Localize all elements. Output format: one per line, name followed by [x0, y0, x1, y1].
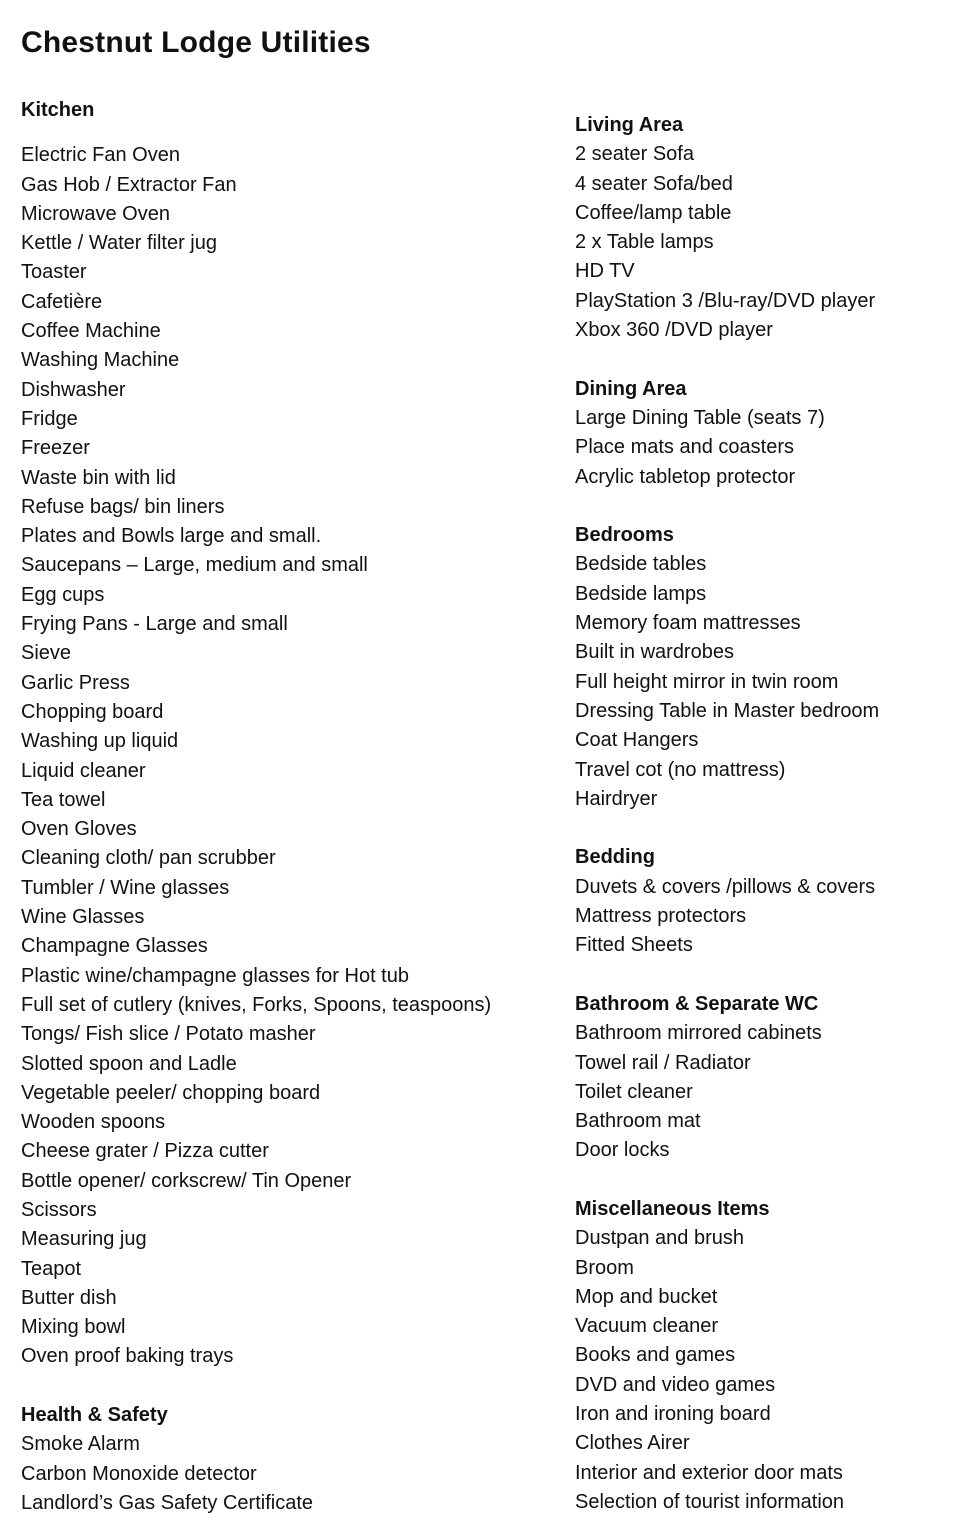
list-item: Tumbler / Wine glasses	[21, 876, 230, 899]
list-item: Mattress protectors	[575, 905, 747, 928]
section-heading-health-safety: Health & Safety	[21, 1404, 168, 1427]
list-item: Full set of cutlery (knives, Forks, Spoons, teaspoons)	[21, 993, 492, 1016]
list-item: Plastic wine/champagne glasses for Hot tub	[21, 964, 409, 987]
miscellaneous-list	[575, 1224, 879, 1517]
list-item: Broom	[575, 1256, 634, 1279]
list-item: Memory foam mattresses	[575, 612, 801, 635]
list-item: Egg cups	[21, 583, 105, 606]
spacer	[575, 1166, 879, 1195]
list-item: Clothes Airer	[575, 1432, 690, 1455]
list-item: Kettle / Water filter jug	[21, 232, 217, 255]
list-item: Iron and ironing board	[575, 1403, 771, 1426]
list-item: Books and games	[575, 1344, 736, 1367]
list-item: HD TV	[575, 260, 635, 283]
list-item: Coffee/lamp table	[575, 201, 732, 224]
list-item: Toaster	[21, 261, 87, 284]
list-item: Oven Gloves	[21, 818, 137, 841]
list-item: Carbon Monoxide detector	[21, 1462, 257, 1485]
bathroom-list	[575, 1019, 879, 1165]
list-item: Cleaning cloth/ pan scrubber	[21, 847, 276, 870]
list-item: Selection of tourist information	[575, 1490, 845, 1513]
list-item: Smoke Alarm	[21, 1433, 140, 1456]
left-column	[21, 96, 491, 1518]
section-heading-dining-area: Dining Area	[575, 377, 687, 400]
list-item: 2 seater Sofa	[575, 143, 694, 166]
list-item: Washing up liquid	[21, 730, 179, 753]
list-item: Bedside lamps	[575, 582, 707, 605]
list-item: Electric Fan Oven	[21, 144, 180, 167]
list-item: Vegetable peeler/ chopping board	[21, 1081, 321, 1104]
list-item: Bedside tables	[575, 553, 707, 576]
list-item: Dressing Table in Master bedroom	[575, 699, 880, 722]
list-item: Large Dining Table (seats 7)	[575, 406, 825, 429]
list-item: Coat Hangers	[575, 729, 699, 752]
bedding-list	[575, 873, 879, 961]
kitchen-list	[21, 141, 491, 1371]
list-item: Interior and exterior door mats	[575, 1461, 843, 1484]
list-item: Travel cot (no mattress)	[575, 758, 786, 781]
list-item: Tongs/ Fish slice / Potato masher	[21, 1023, 316, 1046]
dining-area-list	[575, 404, 879, 492]
list-item: Frying Pans - Large and small	[21, 613, 288, 636]
list-item: PlayStation 3 /Blu-ray/DVD player	[575, 289, 876, 312]
list-item: Built in wardrobes	[575, 641, 734, 664]
list-item: Wine Glasses	[21, 906, 145, 929]
list-item: Microwave Oven	[21, 202, 170, 225]
list-item: Chopping board	[21, 700, 164, 723]
list-item: Slotted spoon and Ladle	[21, 1052, 237, 1075]
list-item: Freezer	[21, 437, 90, 460]
list-item: Measuring jug	[21, 1228, 147, 1251]
list-item: Liquid cleaner	[21, 759, 146, 782]
list-item: Garlic Press	[21, 671, 130, 694]
list-item: Plates and Bowls large and small.	[21, 525, 322, 548]
list-item: Sieve	[21, 642, 72, 665]
page-title: Chestnut Lodge Utilities	[21, 26, 371, 59]
list-item: Cafetière	[21, 290, 103, 313]
list-item: Door locks	[575, 1139, 670, 1162]
list-item: Dishwasher	[21, 378, 126, 401]
list-item: Towel rail / Radiator	[575, 1051, 751, 1074]
list-item: 2 x Table lamps	[575, 231, 714, 254]
list-item: Butter dish	[21, 1286, 117, 1309]
list-item: Coffee Machine	[21, 320, 161, 343]
section-heading-kitchen: Kitchen	[21, 99, 95, 121]
health-safety-list	[21, 1430, 491, 1518]
list-item: Oven proof baking trays	[21, 1345, 234, 1368]
list-item: Tea towel	[21, 788, 106, 811]
list-item: Teapot	[21, 1257, 82, 1280]
bedrooms-list	[575, 550, 879, 814]
spacer	[575, 492, 879, 521]
list-item: Waste bin with lid	[21, 466, 176, 489]
list-item: Bathroom mirrored cabinets	[575, 1022, 822, 1045]
list-item: 4 seater Sofa/bed	[575, 172, 733, 195]
list-item: Toilet cleaner	[575, 1080, 693, 1103]
living-area-list	[575, 140, 879, 345]
section-heading-bedding: Bedding	[575, 846, 655, 869]
list-item: Gas Hob / Extractor Fan	[21, 173, 237, 196]
list-item: Washing Machine	[21, 349, 180, 372]
list-item: Bathroom mat	[575, 1110, 701, 1133]
list-item: Xbox 360 /DVD player	[575, 319, 773, 342]
list-item: Wooden spoons	[21, 1111, 166, 1134]
list-item: Acrylic tabletop protector	[575, 465, 796, 488]
list-item: Place mats and coasters	[575, 436, 794, 459]
spacer	[575, 814, 879, 843]
list-item: Dustpan and brush	[575, 1227, 745, 1250]
right-column	[575, 111, 879, 1517]
list-item: Landlord’s Gas Safety Certificate	[21, 1491, 314, 1514]
list-item: Vacuum cleaner	[575, 1315, 719, 1338]
list-item: Full height mirror in twin room	[575, 670, 839, 693]
list-item: Hairdryer	[575, 787, 658, 810]
list-item: Mop and bucket	[575, 1285, 718, 1308]
spacer	[21, 1372, 491, 1401]
list-item: Champagne Glasses	[21, 935, 208, 958]
section-heading-miscellaneous: Miscellaneous Items	[575, 1197, 770, 1220]
list-item: Scissors	[21, 1198, 97, 1221]
list-item: Duvets & covers /pillows & covers	[575, 875, 876, 898]
list-item: Fridge	[21, 407, 78, 430]
list-item: Mixing bowl	[21, 1316, 126, 1339]
section-heading-living-area: Living Area	[575, 114, 684, 136]
list-item: Saucepans – Large, medium and small	[21, 554, 368, 577]
spacer	[575, 961, 879, 990]
section-heading-bathroom: Bathroom & Separate WC	[575, 992, 819, 1015]
section-heading-bedrooms: Bedrooms	[575, 524, 674, 547]
list-item: Refuse bags/ bin liners	[21, 495, 225, 518]
spacer	[21, 125, 491, 141]
list-item: DVD and video games	[575, 1373, 776, 1396]
spacer	[575, 345, 879, 374]
list-item: Bottle opener/ corkscrew/ Tin Opener	[21, 1169, 352, 1192]
list-item: Fitted Sheets	[575, 934, 693, 957]
list-item: Cheese grater / Pizza cutter	[21, 1140, 269, 1163]
